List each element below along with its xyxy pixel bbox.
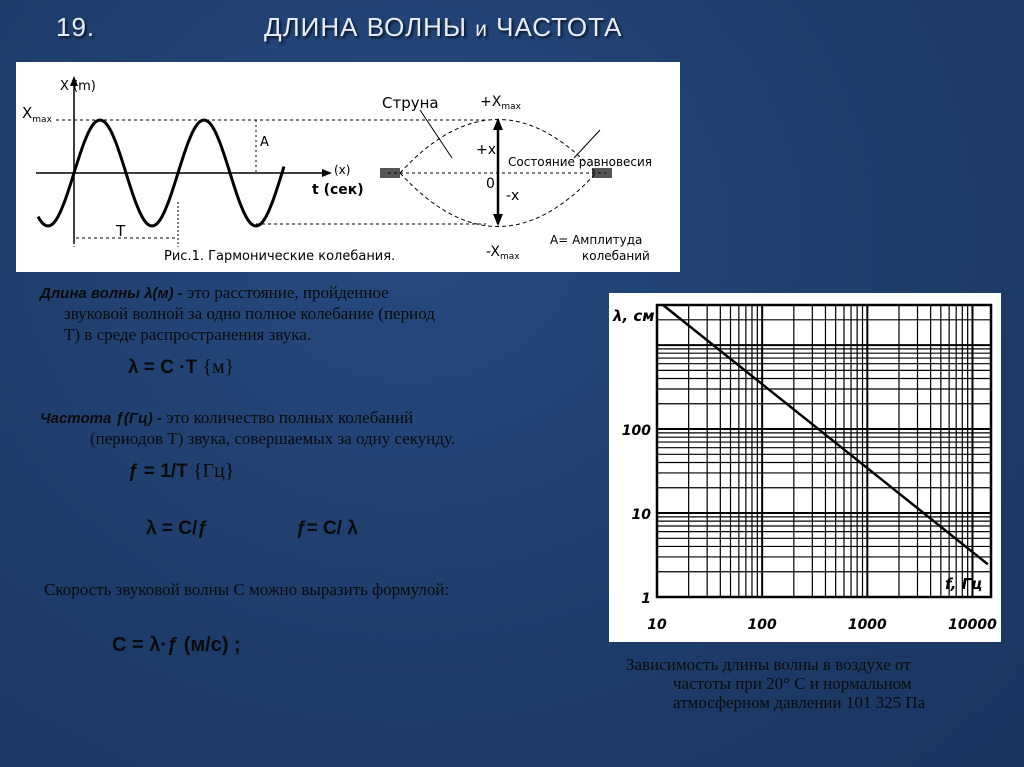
f-c-over-lambda-formula: ƒ= С/ λ: [296, 518, 358, 539]
slide-heading: [264, 12, 622, 43]
title-part1: ДЛИНА ВОЛНЫ: [264, 12, 467, 42]
amplitude-mark: A: [260, 135, 269, 150]
y-tick-labels: [622, 423, 651, 607]
amplitude-legend-1: A= Амплитуда: [550, 233, 643, 247]
x-axis-arrow: [322, 169, 332, 177]
chart-grid: [657, 305, 991, 597]
wavelength-line2: звуковой волной за одно полное колебание (период: [64, 304, 435, 323]
harmonic-figure: [16, 62, 680, 272]
x-axis-label: X (m): [60, 79, 96, 94]
frequency-symbol: ƒ(Гц) -: [115, 410, 162, 427]
plus-x-label: +x: [476, 142, 497, 158]
zero-label: 0: [486, 176, 495, 192]
wavelength-line3: T) в среде распространения звука.: [64, 325, 312, 344]
minus-xmax-label: $-X_{max}$: [486, 244, 520, 262]
arrow-down: [493, 214, 503, 226]
wavelength-symbol: λ(м) -: [144, 285, 183, 302]
y-tick-label: 10: [631, 507, 651, 524]
wavelength-frequency-chart: [609, 293, 1001, 642]
equilibrium-pointer: [574, 130, 600, 158]
graph-caption-line3: атмосферном давлении 101 325 Па: [673, 693, 926, 712]
title-conj: и: [475, 18, 488, 41]
title-part2: ЧАСТОТА: [496, 12, 623, 42]
plus-xmax-label: $+X_{max}$: [480, 94, 521, 112]
period-label: T: [116, 222, 126, 240]
frequency-term: Частота: [40, 410, 112, 427]
harmonic-figure-svg: [16, 62, 680, 272]
wavelength-definition: [40, 283, 389, 304]
wavelength-term: Длина волны: [40, 285, 140, 302]
equilibrium-label: Состояние равновесия: [508, 155, 653, 169]
lambda-c-over-f-formula: λ = С/ƒ: [146, 518, 208, 539]
frequency-formula: ƒ = 1/T {Гц}: [128, 460, 235, 482]
slide-number: 19.: [56, 12, 96, 42]
t-axis-label: t (сек): [312, 182, 364, 198]
x-tick-labels: [647, 617, 997, 633]
slide-title: [0, 6, 1024, 46]
amplitude-legend-2: колебаний: [582, 249, 650, 263]
speed-formula: С = λ·ƒ (м/с) ;: [112, 634, 241, 656]
frequency-line2: (периодов T) звука, совершаемых за одну секунду.: [90, 429, 456, 448]
wavelength-formula: λ = С ·Т {м}: [128, 356, 235, 378]
chart-svg: [609, 293, 1001, 642]
y-tick-label: 1: [641, 591, 651, 607]
graph-caption-line1: Зависимость длины волны в воздухе от: [626, 655, 911, 674]
minus-x-label: -x: [506, 188, 520, 204]
x-tick-label: 10: [647, 617, 667, 633]
frequency-definition: [40, 408, 413, 429]
speed-text: Скорость звуковой волны С можно выразить формулой:: [44, 580, 450, 599]
xmax-label: $X_{max}$: [22, 104, 52, 125]
x-axis-title: f, Гц: [945, 575, 983, 593]
figure-caption: Рис.1. Гармонические колебания.: [164, 249, 396, 264]
x-tick-label: 10000: [948, 617, 997, 633]
frequency-line1: это количество полных колебаний: [166, 408, 414, 427]
y-axis-title: λ, см: [613, 307, 655, 325]
x-tick-label: 100: [747, 617, 777, 633]
wavelength-line1: это расстояние, пройденное: [187, 283, 389, 302]
x-tick-label: 1000: [847, 617, 887, 633]
arrow-up: [493, 118, 503, 130]
x-unit-label: (x): [334, 163, 351, 177]
string-pointer: [420, 110, 452, 158]
graph-caption-line2: частоты при 20° С и нормальном: [673, 674, 912, 693]
string-label: Струна: [382, 94, 439, 112]
y-tick-label: 100: [621, 423, 651, 440]
